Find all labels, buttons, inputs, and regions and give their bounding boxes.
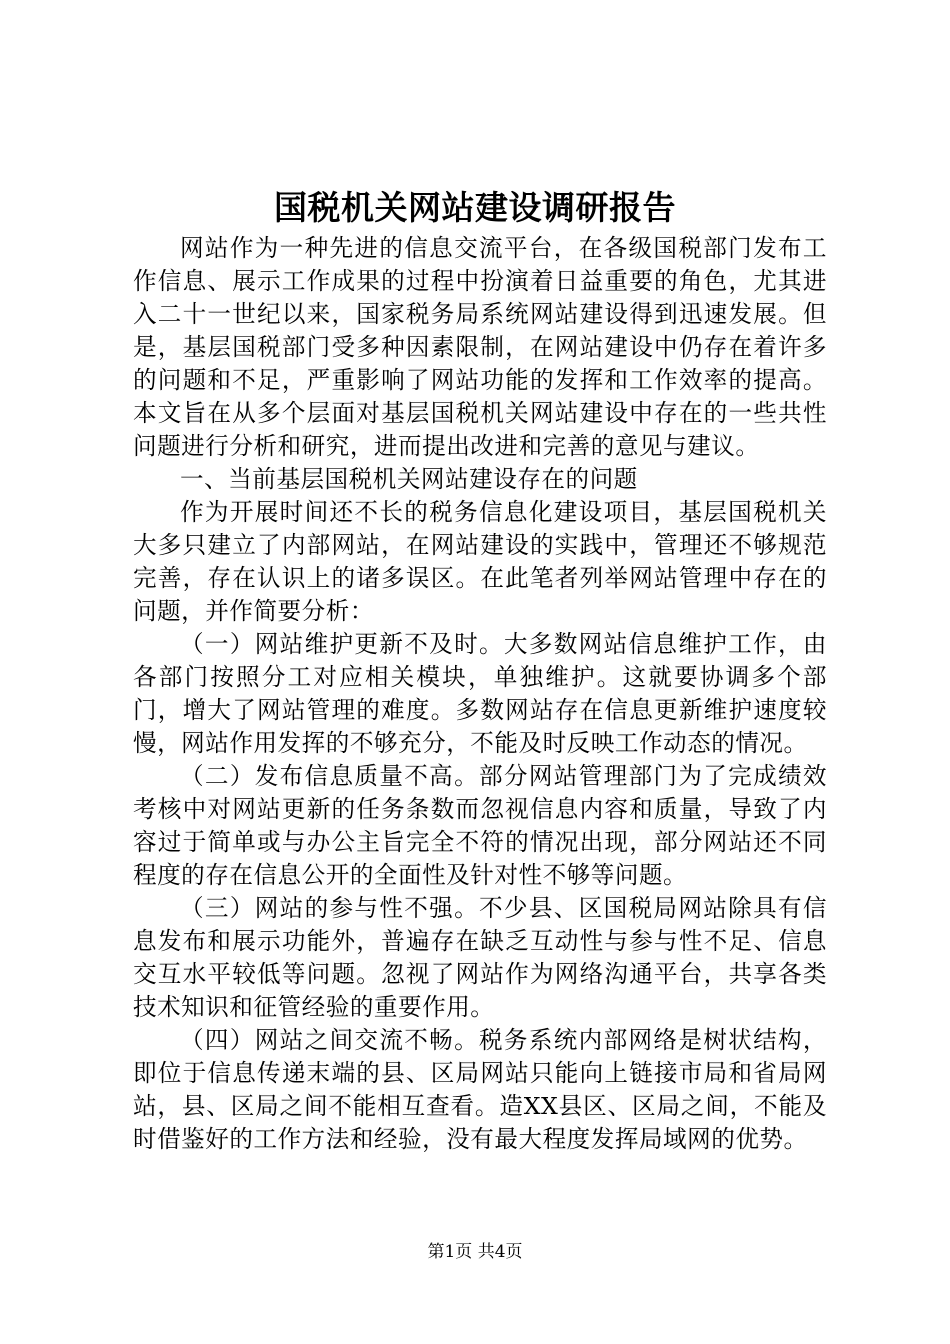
issue-paragraph-1: （一）网站维护更新不及时。大多数网站信息维护工作，由各部门按照分工对应相关模块，单独维护。这就要协调多个部门，增大了网站管理的难度。多数网站存在信息更新维护速度较慢，网站作用发挥的不够充分，不能及时反映工作动态的情况。 [133,630,827,757]
issue-paragraph-3: （三）网站的参与性不强。不少县、区国税局网站除具有信息发布和展示功能外，普遍存在缺乏互动性与参与性不足、信息交互水平较低等问题。忽视了网站作为网络沟通平台，共享各类技术知识和征管经验的重要作用。 [133,894,827,1021]
page-footer: 第1页 共4页 [427,1242,523,1262]
issue-paragraph-2: （二）发布信息质量不高。部分网站管理部门为了完成绩效考核中对网站更新的任务条数而忽视信息内容和质量，导致了内容过于简单或与办公主旨完全不符的情况出现，部分网站还不同程度的存在信息公开的全面性及针对性不够等问题。 [133,762,827,889]
section-intro-paragraph: 作为开展时间还不长的税务信息化建设项目，基层国税机关大多只建立了内部网站，在网站建设的实践中，管理还不够规范完善，存在认识上的诸多误区。在此笔者列举网站管理中存在的问题，并作简要分析： [133,498,827,625]
document-body [133,232,827,1156]
intro-paragraph: 网站作为一种先进的信息交流平台，在各级国税部门发布工作信息、展示工作成果的过程中扮演着日益重要的角色，尤其进入二十一世纪以来，国家税务局系统网站建设得到迅速发展。但是，基层国税部门受多种因素限制，在网站建设中仍存在着许多的问题和不足，严重影响了网站功能的发挥和工作效率的提高。本文旨在从多个层面对基层国税机关网站建设中存在的一些共性问题进行分析和研究，进而提出改进和完善的意见与建议。 [133,234,827,460]
document-title: 国税机关网站建设调研报告 [274,188,676,227]
issue-paragraph-4: （四）网站之间交流不畅。税务系统内部网络是树状结构，即位于信息传递末端的县、区局网站只能向上链接市局和省局网站，县、区局之间不能相互查看。造XX县区、区局之间，不能及时借鉴好的工作方法和经验，没有最大程度发挥局域网的优势。 [133,1026,827,1153]
section-heading: 一、当前基层国税机关网站建设存在的问题 [180,465,638,493]
